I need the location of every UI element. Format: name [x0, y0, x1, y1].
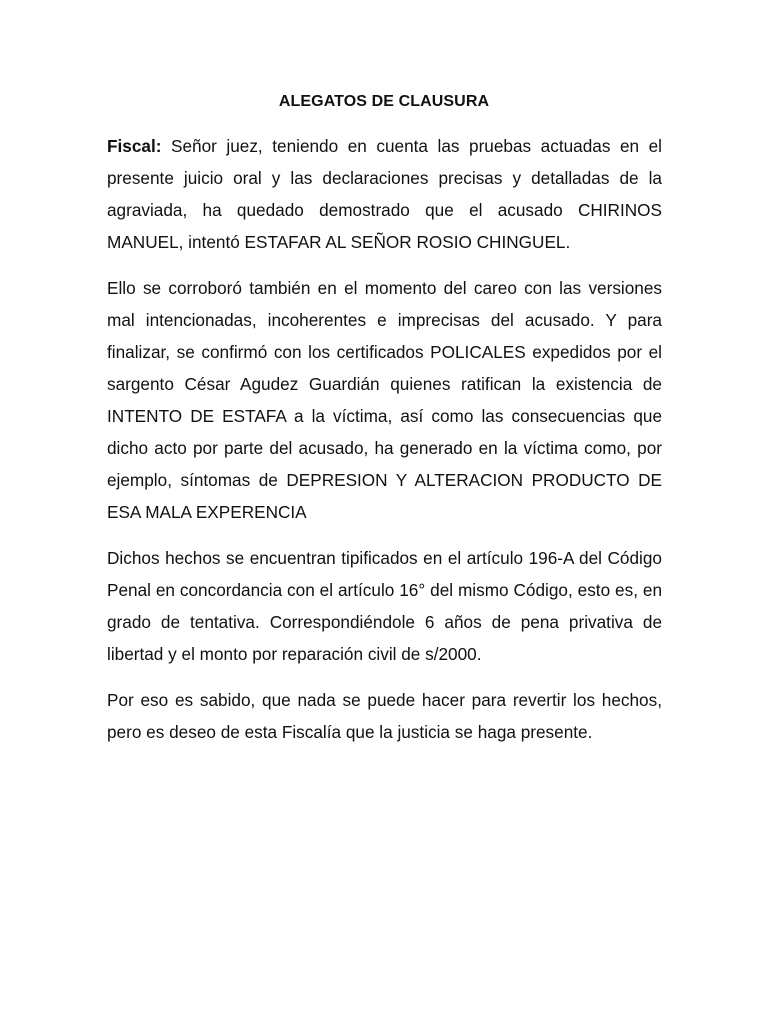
document-title: ALEGATOS DE CLAUSURA: [278, 93, 490, 110]
paragraph-text: Señor juez, teniendo en cuenta las pruebas actuadas en el presente juicio oral y las declaraciones precisas y detalladas de la agraviada, ha quedado demostrado que el acusado CHIRINOS MANUEL, intentó ESTAFAR AL SEÑOR ROSIO CHINGUEL.: [107, 136, 662, 252]
paragraph-text: Dichos hechos se encuentran tipificados en el artículo 196-A del Código Penal en concordancia con el artículo 16° del mismo Código, esto es, en grado de tentativa. Correspondiéndole 6 años de pena privativa de libertad y el monto por reparación civil de s/2000.: [107, 548, 662, 664]
paragraph-legal-basis: [107, 542, 662, 670]
paragraph-corroboration: [107, 272, 662, 528]
document-body: [107, 130, 662, 762]
speaker-label: Fiscal:: [107, 136, 162, 156]
paragraph-text: Ello se corroboró también en el momento del careo con las versiones mal intencionadas, incoherentes e imprecisas del acusado. Y para finalizar, se confirmó con los certificados POLICALES expedidos por el sargento César Agudez Guardián quienes ratifican la existencia de INTENTO DE ESTAFA a la víctima, así como las consecuencias que dicho acto por parte del acusado, ha generado en la víctima como, por ejemplo, síntomas de DEPRESION Y ALTERACION PRODUCTO DE ESA MALA EXPERENCIA: [107, 278, 662, 522]
paragraph-text: Por eso es sabido, que nada se puede hacer para revertir los hechos, pero es deseo de esta Fiscalía que la justicia se haga presente.: [107, 690, 662, 742]
paragraph-fiscal: [107, 130, 662, 258]
paragraph-conclusion: [107, 684, 662, 748]
